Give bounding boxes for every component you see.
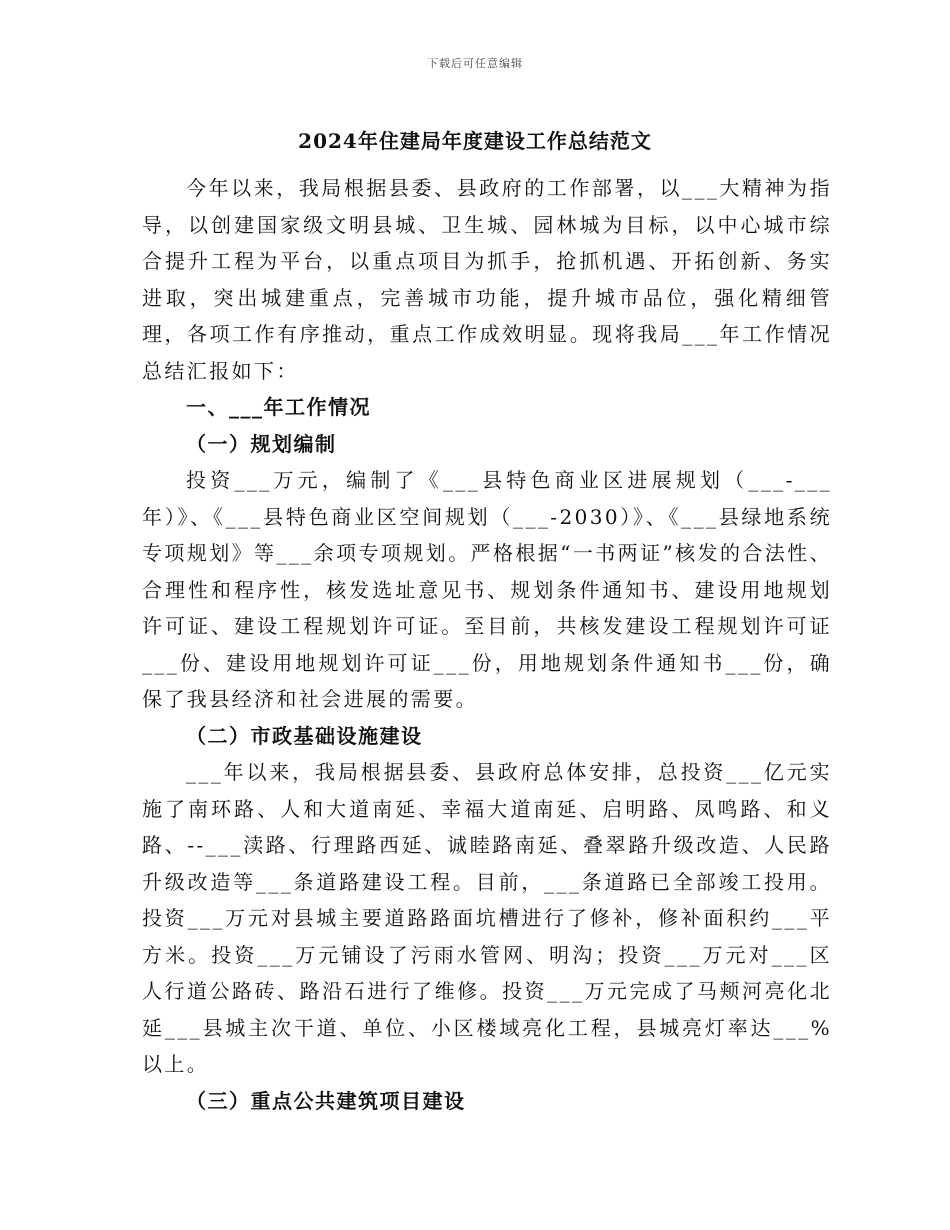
- subsection-heading-planning: （一）规划编制: [186, 431, 337, 456]
- section-heading-1: 一、___年工作情况: [186, 395, 371, 419]
- infrastructure-paragraph: ___年以来，我局根据县委、县政府总体安排，总投资___亿元实施了南环路、人和大道南延、幸福大道南延、启明路、凤鸣路、和义路、--___渎路、行理路西延、诚睦路南延、叠翠路升级改造、人民路升级改造等___条道路建设工程。目前，___条道路已全部竣工投用。投资___万元对县城主要道路路面坑槽进行了修补，修补面积约___平方米。投资___万元铺设了污雨水管网、明沟；投资___万元对___区人行道公路砖、路沿石进行了维修。投资___万元完成了马颊河亮化北延___县城主次干道、单位、小区楼域亮化工程，县城亮灯率达___%以上。: [142, 760, 832, 1076]
- intro-paragraph: 今年以来，我局根据县委、县政府的工作部署，以___大精神为指导，以创建国家级文明县城、卫生城、园林城为目标，以中心城市综合提升工程为平台，以重点项目为抓手，抢抓机遇、开拓创新、务实进取，突出城建重点，完善城市功能，提升城市品位，强化精细管理，各项工作有序推动，重点工作成效明显。现将我局___年工作情况总结汇报如下：: [142, 176, 832, 383]
- document-title: 2024年住建局年度建设工作总结范文: [298, 129, 652, 153]
- page-header-note: 下载后可任意编辑: [427, 57, 523, 70]
- document-body: [142, 170, 832, 1119]
- subsection-heading-public-buildings: （三）重点公共建筑项目建设: [186, 1088, 466, 1113]
- subsection-heading-infrastructure: （二）市政基础设施建设: [186, 723, 423, 748]
- planning-paragraph: 投资___万元，编制了《___县特色商业区进展规划（___-___年）》、《___县特色商业区空间规划（___-2030）》、《___县绿地系统专项规划》等___余项专项规划。严格根据“一书两证”核发的合法性、合理性和程序性，核发选址意见书、规划条件通知书、建设用地规划许可证、建设工程规划许可证。至目前，共核发建设工程规划许可证___份、建设用地规划许可证___份，用地规划条件通知书___份，确保了我县经济和社会进展的需要。: [142, 468, 832, 711]
